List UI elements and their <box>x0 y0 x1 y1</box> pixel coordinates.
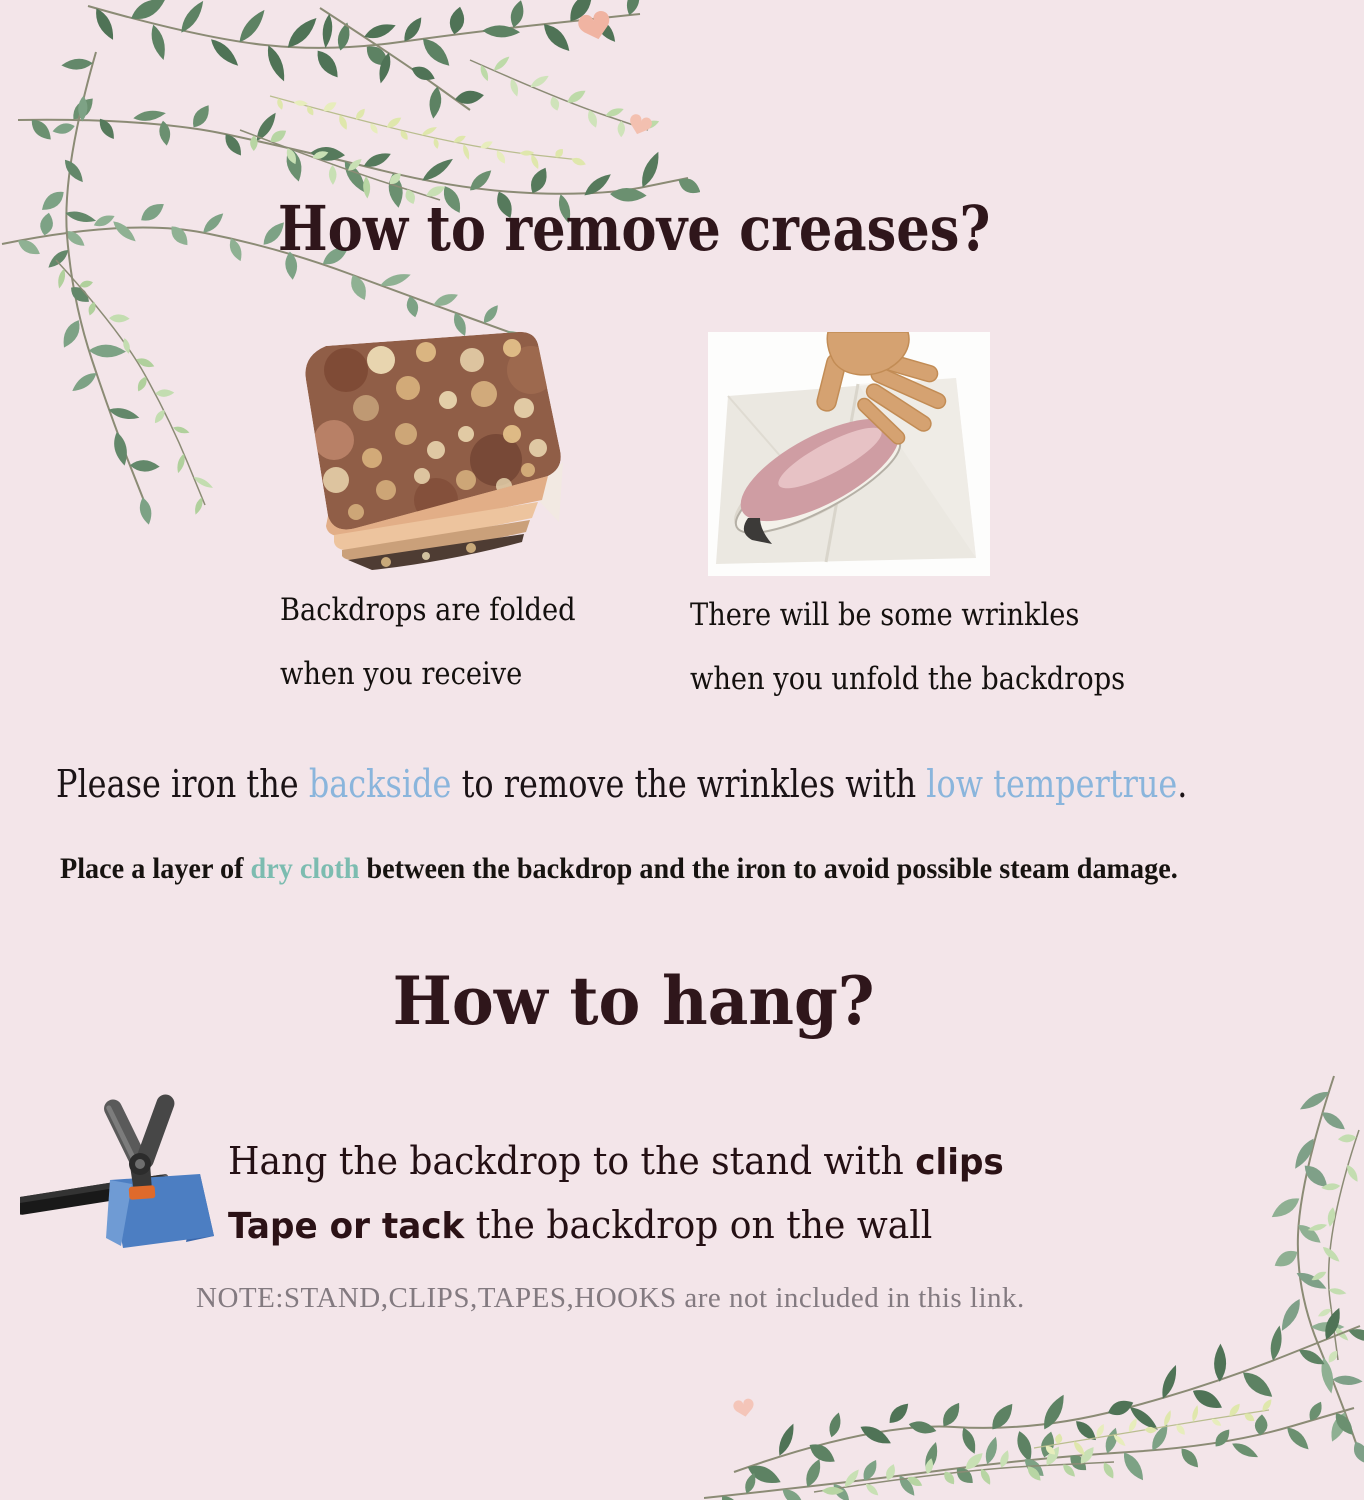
folded-caption-line1: Backdrops are folded <box>280 592 576 628</box>
hang-line2-text: the backdrop on the wall <box>464 1203 933 1247</box>
wrinkle-caption-line1: There will be some wrinkles <box>690 597 1080 633</box>
section-title-how-to-hang <box>0 962 1268 1040</box>
wrinkle-caption <box>690 583 1125 711</box>
hang-instruction-line1 <box>228 1128 1004 1196</box>
iron-instruction-period: . <box>1177 762 1188 806</box>
highlight-backside: backside <box>308 762 452 806</box>
section-title-remove-creases <box>0 192 1268 265</box>
vine-decoration-bottom-right <box>704 1030 1364 1500</box>
heart-icon <box>578 10 612 42</box>
iron-instruction-text2: to remove the wrinkles with <box>451 762 927 806</box>
hang-line1-text: Hang the backdrop to the stand with <box>228 1139 916 1183</box>
folded-caption <box>280 578 576 706</box>
folded-backdrop-photo <box>276 330 570 582</box>
highlight-low-temperature: low tempertrue <box>926 762 1178 806</box>
hang-instruction-line2 <box>228 1192 932 1260</box>
iron-instruction-text: Please iron the <box>56 762 309 806</box>
heart-icon <box>733 1398 755 1418</box>
hang-line1-clips-word: clips <box>915 1142 1004 1183</box>
note-not-included: NOTE:STAND,CLIPS,TAPES,HOOKS are not included in this link. <box>196 1282 1025 1314</box>
iron-instruction-secondary <box>60 852 1178 886</box>
hang-line2-tape-or-tack-word: Tape or tack <box>228 1206 465 1247</box>
section-title-remove-creases-text: How to remove creases? <box>277 192 991 265</box>
ironing-backside-photo <box>708 332 990 576</box>
section-title-how-to-hang-text: How to hang? <box>393 962 875 1040</box>
folded-caption-line2: when you receive <box>280 656 523 692</box>
dry-cloth-text2: between the backdrop and the iron to avoid possible steam damage. <box>359 852 1178 885</box>
highlight-dry-cloth: dry cloth <box>250 852 360 885</box>
clamp-clip-photo <box>20 1090 235 1268</box>
wrinkle-caption-line2: when you unfold the backdrops <box>690 661 1126 697</box>
iron-instruction-primary <box>56 762 1187 806</box>
heart-icon <box>628 114 652 136</box>
dry-cloth-text1: Place a layer of <box>60 852 251 885</box>
